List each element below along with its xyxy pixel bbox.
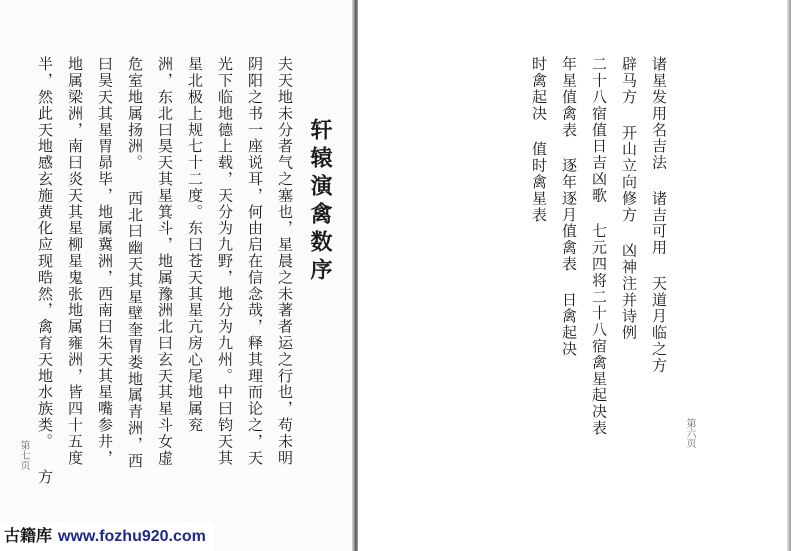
text-column-4: 星北极上规七十二度。东曰苍天其星亢房心尾地属兖 — [186, 56, 204, 434]
text-column-8: 地属梁洲，南曰炎天其星柳星鬼张地属雍洲，皆四十五度 — [66, 56, 84, 466]
page-number-right: 第六页 — [684, 418, 695, 448]
text-column-5: 洲，东北曰昊天其星箕斗，地属豫洲北曰玄天其星斗女虚 — [156, 56, 174, 466]
contents-line-1: 诸星发用名吉法 诸吉可用 天道月临之方 — [650, 56, 668, 374]
text-column-9: 半，然此天地感玄施黄化应现晧然，禽育天地水族类。 方 — [36, 56, 54, 486]
text-column-3: 光下临地德上载，天分为九野，地分为九州。中曰钧天其 — [216, 56, 234, 466]
page-number-left: 第七页 — [18, 440, 29, 470]
right-page — [358, 0, 793, 551]
text-column-7: 曰昊天其星胃昴毕，地属冀洲，西南曰朱天其星嘴参井， — [96, 56, 114, 466]
contents-line-4: 年星值禽表 逐年逐月值禽表 日禽起决 — [560, 56, 578, 358]
text-column-2: 阴阳之书一座说耳，何由启在信念哉，释其理而论之，天 — [246, 56, 264, 466]
text-column-1: 夫天地未分者气之塞也，星晨之未著者运之行也，苟未明 — [276, 56, 294, 466]
contents-line-2: 辟马方 开山立向修方 凶神注并诗例 — [620, 56, 638, 341]
watermark-site-name: 古籍库 — [4, 528, 53, 545]
watermark-url: www.fozhu920.com — [58, 528, 206, 545]
page-edge — [787, 0, 791, 551]
contents-line-3: 二十八宿值日吉凶歌 七元四将二十八宿禽星起决表 — [590, 56, 608, 437]
section-title: 轩辕演禽数序 — [307, 118, 333, 286]
contents-line-5: 时禽起决 值时禽星表 — [530, 56, 548, 223]
site-watermark — [0, 522, 214, 551]
text-column-6: 危室地属扬洲。 西北曰幽天其星壁奎胃娄地属青洲，西 — [126, 56, 144, 469]
left-page — [0, 0, 352, 551]
